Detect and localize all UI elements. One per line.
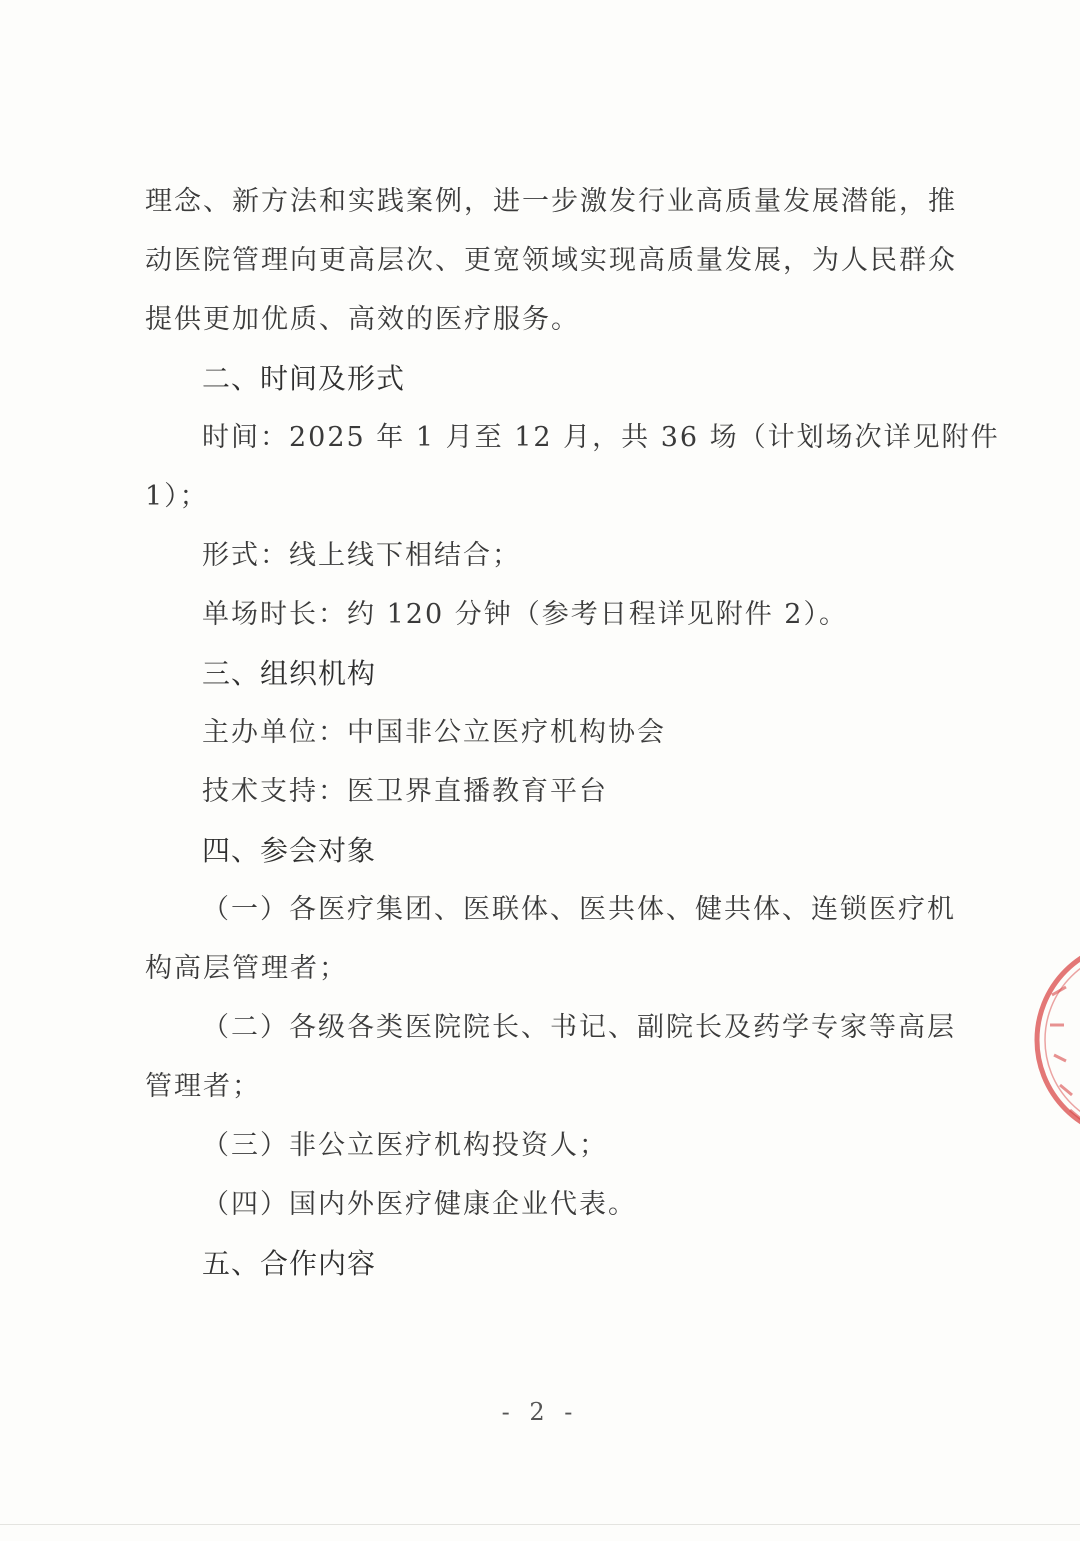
red-seal-stamp-icon [1030,935,1080,1145]
time-paragraph [145,408,1000,526]
participant-item-line: 管理者； [145,1071,261,1102]
host-paragraph [145,703,945,762]
participant-item-4 [145,1175,945,1234]
intro-line: 提供更加优质、高效的医疗服务。 [145,304,580,335]
duration-line: 单场时长：约 120 分钟（参考日程详见附件 2）。 [202,599,848,630]
document-body [145,172,1000,1293]
participant-item-line: 构高层管理者； [145,953,348,984]
section-heading-organization: 三、组织机构 [202,657,377,690]
host-line: 主办单位：中国非公立医疗机构协会 [202,717,666,748]
participant-item-line: （二）各级各类医院院长、书记、副院长及药学专家等高层 [202,1012,956,1043]
participant-item-line: （四）国内外医疗健康企业代表。 [202,1189,637,1220]
support-line: 技术支持：医卫界直播教育平台 [202,776,608,807]
participant-item-2 [145,998,956,1116]
intro-line: 动医院管理向更高层次、更宽领域实现高质量发展，为人民群众 [145,245,957,276]
participant-item-1 [145,880,956,998]
duration-paragraph [145,585,945,644]
section-heading-participants: 四、参会对象 [202,834,377,867]
section-heading-time-format: 二、时间及形式 [202,362,406,395]
participant-item-3 [145,1116,945,1175]
page-edge-divider [0,1524,1080,1525]
participant-item-line: （一）各医疗集团、医联体、医共体、健共体、连锁医疗机 [202,894,956,925]
intro-paragraph [145,172,957,349]
intro-line: 理念、新方法和实践案例，进一步激发行业高质量发展潜能，推 [145,186,957,217]
support-paragraph [145,762,945,821]
page-number: - 2 - [501,1398,579,1426]
format-paragraph [145,526,945,585]
section-heading-cooperation: 五、合作内容 [202,1247,377,1280]
time-line: 1）； [145,481,209,512]
participant-item-line: （三）非公立医疗机构投资人； [202,1130,608,1161]
format-line: 形式：线上线下相结合； [202,540,521,571]
time-line: 时间：2025 年 1 月至 12 月，共 36 场（计划场次详见附件 [202,422,1000,453]
